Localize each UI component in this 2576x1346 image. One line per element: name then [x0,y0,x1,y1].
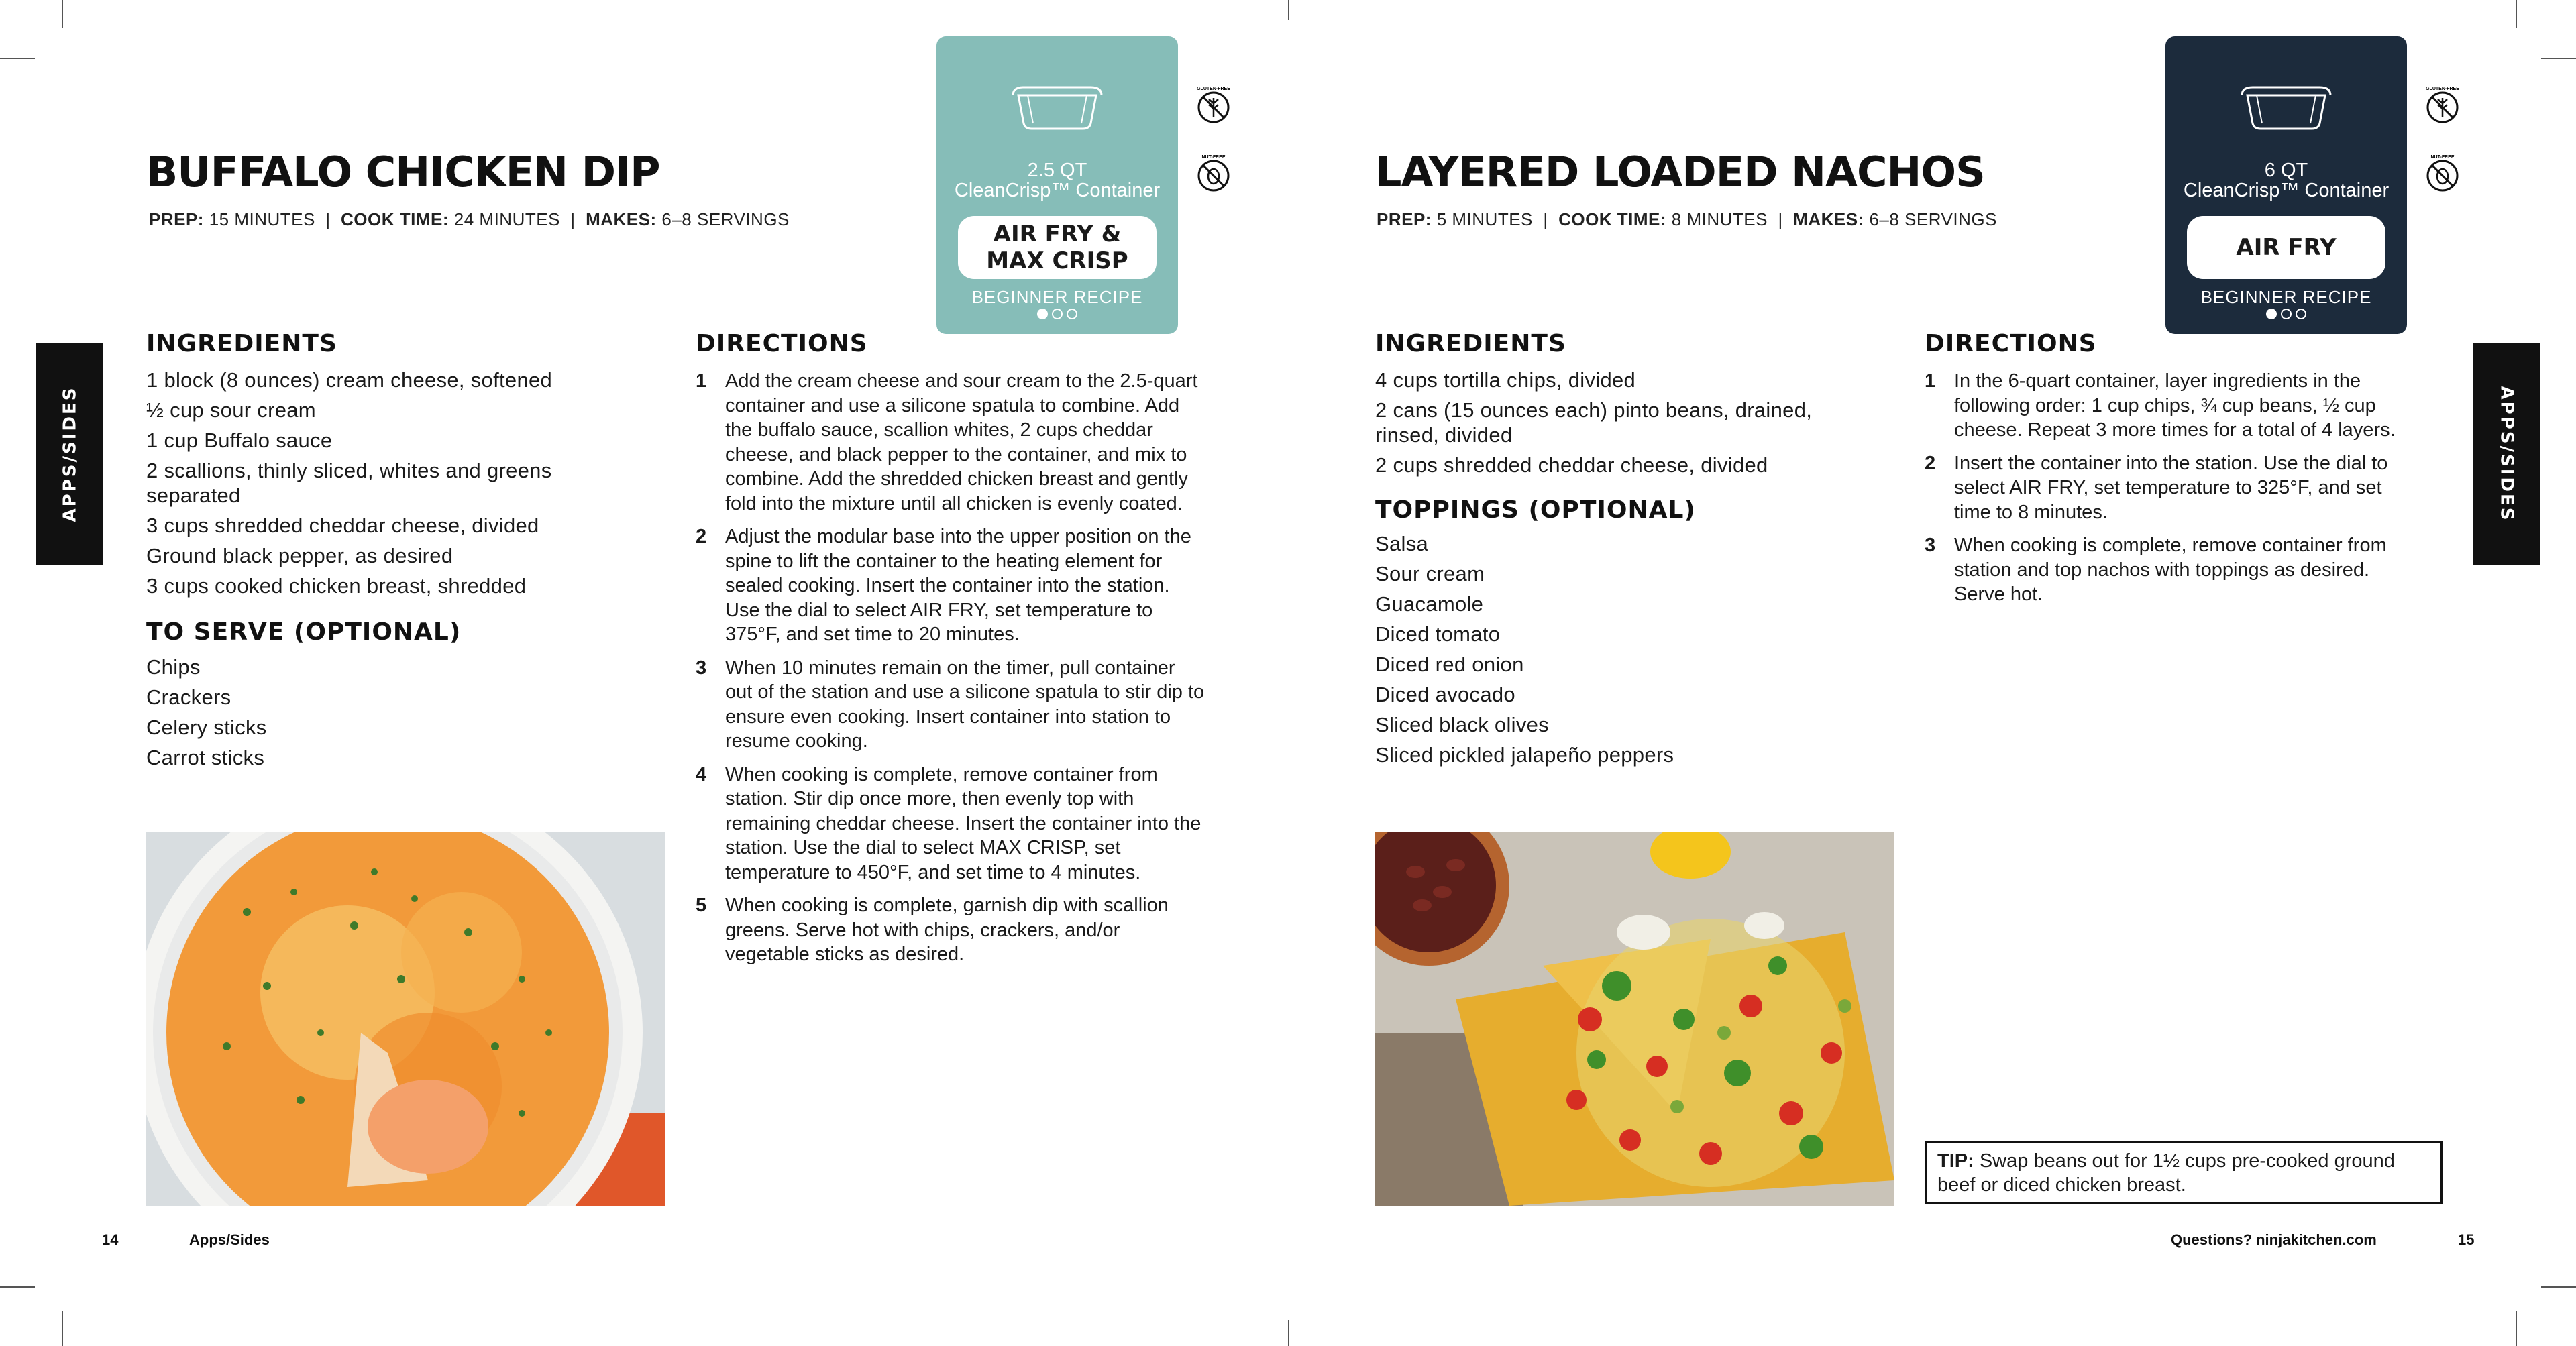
container-name: CleanCrisp™ Container [2183,180,2390,201]
crop-mark [0,1286,35,1288]
function-pill: AIR FRY [2187,216,2385,279]
serve-item: Celery sticks [146,716,267,739]
ingredients-list [1375,368,1845,483]
serve-item: Carrot sticks [146,746,265,769]
ingredient-item: 4 cups tortilla chips, divided [1375,368,1636,392]
directions-heading: DIRECTIONS [696,330,868,357]
direction-step [1925,369,2421,443]
topping-item: Diced tomato [1375,622,1501,646]
step-number: 3 [1925,535,1936,556]
ingredients-heading: INGREDIENTS [146,330,337,357]
recipe-title: LAYERED LOADED NACHOS [1375,148,1985,197]
crop-mark [62,1311,63,1346]
ingredient-item: 2 cans (15 ounces each) pinto beans, drained, rinsed, divided [1375,398,1813,447]
directions-list [1925,369,2421,616]
crop-mark [2516,1311,2517,1346]
side-tab-apps-sides: APPS/SIDES [36,343,103,565]
cooking-function-badge [2165,36,2407,334]
direction-step [696,763,1205,885]
serve-heading: TO SERVE (OPTIONAL) [146,618,462,646]
direction-step [696,893,1205,967]
ingredient-item: 2 scallions, thinly sliced, whites and greens separated [146,459,552,507]
serve-item: Chips [146,655,201,679]
svg-text:NUT-FREE: NUT-FREE [2430,155,2455,160]
crop-mark [2516,0,2517,28]
direction-step [1925,451,2421,525]
side-tab-apps-sides: APPS/SIDES [2473,343,2540,565]
difficulty-dot [1067,309,1077,319]
recipe-meta: PREP: 5 MINUTES | COOK TIME: 8 MINUTES | MAKES: 6–8 SERVINGS [1377,209,1997,229]
crop-mark [0,58,35,59]
crop-mark [1288,1320,1289,1346]
recipe-level: BEGINNER RECIPE [2200,287,2372,307]
difficulty-dot [2281,309,2292,319]
topping-item: Sour cream [1375,562,1485,585]
toppings-heading: TOPPINGS (OPTIONAL) [1375,496,1696,524]
container-name: CleanCrisp™ Container [954,180,1161,201]
page-number: 14 [102,1231,119,1248]
crop-mark [62,0,63,28]
container-icon [1004,75,1111,135]
ingredient-item: 1 cup Buffalo sauce [146,429,333,452]
ingredients-list [146,368,576,604]
topping-item: Diced red onion [1375,653,1524,676]
ingredients-heading: INGREDIENTS [1375,330,1566,357]
step-text: Insert the container into the station. Use the dial to select AIR FRY, set temperature to 325°F, and set time to 8 minutes. [1954,452,2388,523]
gluten-free-icon [2420,83,2465,127]
container-size: 6 QT [2264,160,2308,181]
ingredient-item: 3 cups shredded cheddar cheese, divided [146,514,539,537]
step-number: 2 [1925,452,1936,474]
step-text: When cooking is complete, garnish dip with scallion greens. Serve hot with chips, crackers, and/or vegetable sticks as desired. [725,895,1169,965]
nut-free-icon [2420,152,2465,196]
crop-mark [2541,1286,2576,1288]
recipe-level: BEGINNER RECIPE [971,287,1143,307]
topping-item: Guacamole [1375,592,1484,616]
directions-list [696,369,1205,976]
step-number: 1 [1925,370,1936,392]
recipe-title: BUFFALO CHICKEN DIP [146,148,660,197]
difficulty-dots [936,309,1178,319]
direction-step [696,369,1205,516]
topping-item: Salsa [1375,532,1429,555]
buffalo-chicken-dip-photo [146,832,665,1206]
container-icon [2233,75,2340,135]
difficulty-dot [2296,309,2306,319]
step-number: 4 [696,763,707,785]
serve-list [146,655,522,775]
ingredient-item: 2 cups shredded cheddar cheese, divided [1375,453,1768,477]
step-number: 3 [696,657,707,679]
ingredient-item: 1 block (8 ounces) cream cheese, softened [146,368,553,392]
difficulty-dot [2266,309,2277,319]
svg-text:GLUTEN-FREE: GLUTEN-FREE [1197,87,1230,91]
footer-questions: Questions? ninjakitchen.com [2171,1231,2377,1248]
crop-mark [2541,58,2576,59]
layered-loaded-nachos-photo [1375,832,1894,1206]
step-text: Adjust the modular base into the upper position on the spine to lift the container to the heating element for sealed cooking. Insert the container into the station. Use the dial to select AIR FRY, set temperature to 375°F, and set time to 20 minutes. [725,526,1191,645]
step-text: When 10 minutes remain on the timer, pull container out of the station and use a silicone spatula to stir dip to ensure even cooking. Insert container into station to resume cooking. [725,657,1205,752]
direction-step [1925,533,2421,607]
difficulty-dot [1037,309,1048,319]
toppings-list [1375,531,1845,773]
function-pill: AIR FRY & MAX CRISP [958,216,1157,279]
step-text: When cooking is complete, remove container from station. Stir dip once more, then evenly top with remaining cheddar cheese. Insert the container into the station. Use the dial to select MAX CRISP, set temperature to 450°F, and set time to 4 minutes. [725,763,1201,883]
container-size: 2.5 QT [1027,160,1087,181]
ingredient-item: Ground black pepper, as desired [146,544,453,567]
step-text: Add the cream cheese and sour cream to the 2.5-quart container and use a silicone spatula to combine. Add the buffalo sauce, scallion whites, 2 cups cheddar cheese, and black pepper to the container, and mix to combine. Add the shredded chicken breast and gently fold into the mixture until all chicken is evenly coated. [725,370,1198,514]
svg-text:NUT-FREE: NUT-FREE [1201,155,1226,160]
direction-step [696,656,1205,754]
tip-box: TIP: Swap beans out for 1½ cups pre-cooked ground beef or diced chicken breast. [1925,1141,2443,1204]
topping-item: Sliced pickled jalapeño peppers [1375,743,1674,767]
direction-step [696,524,1205,647]
page-number: 15 [2458,1231,2475,1248]
crop-mark [1288,0,1289,20]
cooking-function-badge [936,36,1178,334]
step-number: 5 [696,895,707,916]
step-number: 2 [696,526,707,547]
serve-item: Crackers [146,685,231,709]
difficulty-dot [1052,309,1063,319]
svg-text:GLUTEN-FREE: GLUTEN-FREE [2426,87,2459,91]
gluten-free-icon [1191,83,1236,127]
step-text: When cooking is complete, remove container from station and top nachos with toppings as desired. Serve hot. [1954,535,2387,605]
step-number: 1 [696,370,707,392]
section-name: Apps/Sides [189,1231,270,1248]
recipe-meta: PREP: 15 MINUTES | COOK TIME: 24 MINUTES | MAKES: 6–8 SERVINGS [149,209,790,229]
difficulty-dots [2165,309,2407,319]
directions-heading: DIRECTIONS [1925,330,2097,357]
topping-item: Sliced black olives [1375,713,1549,736]
ingredient-item: ½ cup sour cream [146,398,316,422]
step-text: In the 6-quart container, layer ingredients in the following order: 1 cup chips, ¾ cup beans, ½ cup cheese. Repeat 3 more times for a total of 4 layers. [1954,370,2396,441]
nut-free-icon [1191,152,1236,196]
topping-item: Diced avocado [1375,683,1515,706]
ingredient-item: 3 cups cooked chicken breast, shredded [146,574,527,598]
